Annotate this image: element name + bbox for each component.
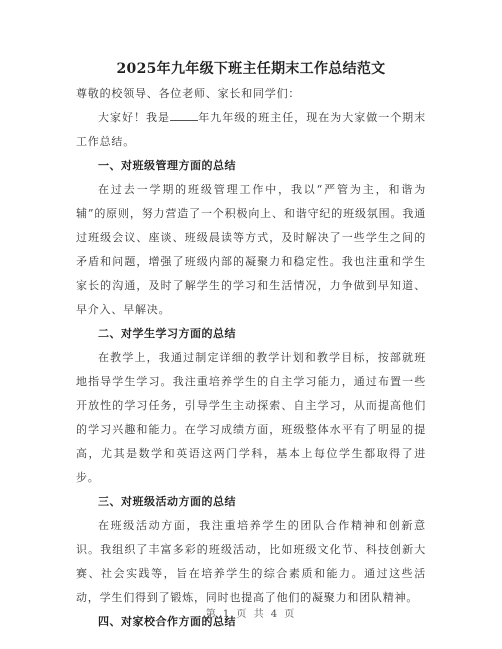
section-heading-class-activities: 三、对班级活动方面的总结 [98,495,236,508]
intro-paragraph [76,106,426,154]
section-heading-class-management: 一、对班级管理方面的总结 [98,159,236,172]
section-heading-student-learning: 二、对学生学习方面的总结 [98,327,236,340]
section-paragraph-student-learning: 在教学上，我通过制定详细的教学计划和教学目标，按部就班地指导学生学习。我注重培养学生的自主学习能力，通过布置一些开放性的学习任务，引导学生主动探索、自主学习，从而提高他们的学习兴趣和能力。在学习成绩方面，班级整体水平有了明显的提高，尤其是数学和英语这两门学科，基本上每位学生都取得了进步。 [76,351,426,484]
document-title: 2025年九年级下班主任期末工作总结范文 [116,61,386,77]
page-number-footer: 第 1 页 共 4 页 [205,609,297,620]
section-paragraph-class-management: 在过去一学期的班级管理工作中，我以“严管为主，和谐为辅”的原则，努力营造了一个积极向上、和谐守纪的班级氛围。我通过班级会议、座谈、班级晨读等方式，及时解决了一些学生之间的矛盾和问题，增强了班级内部的凝聚力和稳定性。我也注重和学生家长的沟通，及时了解学生的学习和生活情况，力争做到早知道、早介入、早解决。 [76,183,426,316]
document-body [76,82,426,634]
intro-text-start: 大家好！我是 [98,111,170,124]
section-paragraph-class-activities: 在班级活动方面，我注重培养学生的团队合作精神和创新意识。我组织了丰富多彩的班级活动，比如班级文化节、科技创新大赛、社会实践等，旨在培养学生的综合素质和能力。通过这些活动，学生们得到了锻炼，同时也提高了他们的凝聚力和团队精神。 [76,519,426,604]
name-blank-underline [170,110,198,121]
section-heading-home-school: 四、对家校合作方面的总结 [98,615,236,628]
intro-text-end: 年九年级的班主任，现在为大家做一个期末工作总结。 [76,111,426,148]
salutation: 尊敬的校领导、各位老师、家长和同学们： [76,87,301,100]
